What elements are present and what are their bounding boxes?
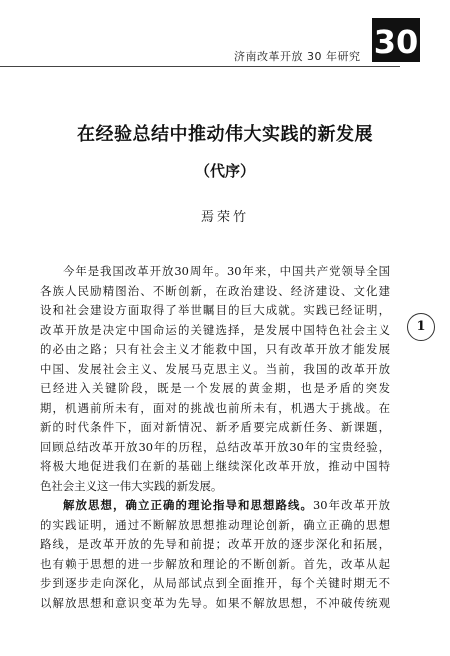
paragraph-2-line: 路线，是改革开放的先导和前提；改革开放的逐步深化和拓展， xyxy=(40,537,390,551)
article-author: 焉荣竹 xyxy=(200,210,249,225)
paragraph-1-line: 回顾总结改革开放30年的历程，总结改革开放30年的宝贵经验， xyxy=(40,439,390,454)
paragraph-1-line: 今年是我国改革开放30周年。30年来，中国共产党领导全国 xyxy=(63,264,390,278)
article-title: 在经验总结中推动伟大实践的新发展 xyxy=(77,124,373,145)
paragraph-1-line: 期，机遇前所未有，面对的挑战也前所未有，机遇大于挑战。在 xyxy=(40,400,390,415)
paragraph-1-line: 设和社会建设方面取得了举世瞩目的巨大成就。实践已经证明， xyxy=(40,303,390,317)
paragraph-2-lead-rest: 30年改革开放 xyxy=(313,498,390,512)
paragraph-1-line: 已经进入关键阶段，既是一个发展的黄金期，也是矛盾的突发 xyxy=(40,381,390,395)
paragraph-1-line: 中国、发展社会主义、发展马克思主义。当前，我国的改革开放 xyxy=(40,361,390,376)
paragraph-1-line: 的必由之路；只有社会主义才能救中国，只有改革开放才能发展 xyxy=(40,342,390,356)
anniversary-logo xyxy=(372,18,420,62)
paragraph-2-line: 也有赖于思想的进一步解放和理论的不断创新。首先，改革从起 xyxy=(40,556,390,571)
logo-text: 30 xyxy=(373,23,419,61)
paragraph-2-line: 的实践证明，通过不断解放思想推动理论创新，确立正确的思想 xyxy=(40,517,390,532)
paragraph-1-line: 改革开放是决定中国命运的关键选择，是发展中国特色社会主义 xyxy=(40,322,390,337)
paragraph-1-line: 各族人民励精图治、不断创新，在政治建设、经济建设、文化建 xyxy=(40,283,390,298)
header-rule xyxy=(0,66,400,67)
paragraph-2-line: 步到逐步走向深化，从局部试点到全面推开，每个关键时期无不 xyxy=(40,576,390,590)
paragraph-2-lead: 解放思想，确立正确的理论指导和思想路线。 xyxy=(63,498,313,512)
paragraph-1-line: 色社会主义这一伟大实践的新发展。 xyxy=(40,478,223,493)
page-number-badge: 1 xyxy=(407,313,435,341)
paragraph-1-line: 将极大地促进我们在新的基础上继续深化改革开放，推动中国特 xyxy=(40,459,390,473)
article-body xyxy=(40,262,390,613)
article-subtitle: （代序） xyxy=(194,162,255,180)
paragraph-2-line: 以解放思想和意识变革为先导。如果不解放思想，不冲破传统观 xyxy=(40,595,390,610)
paragraph-1-line: 新的时代条件下，面对新情况、新矛盾要完成新任务、新课题， xyxy=(40,420,390,434)
paragraph-2-first-line xyxy=(40,496,390,516)
running-header: 济南改革开放 30 年研究 xyxy=(234,50,361,63)
